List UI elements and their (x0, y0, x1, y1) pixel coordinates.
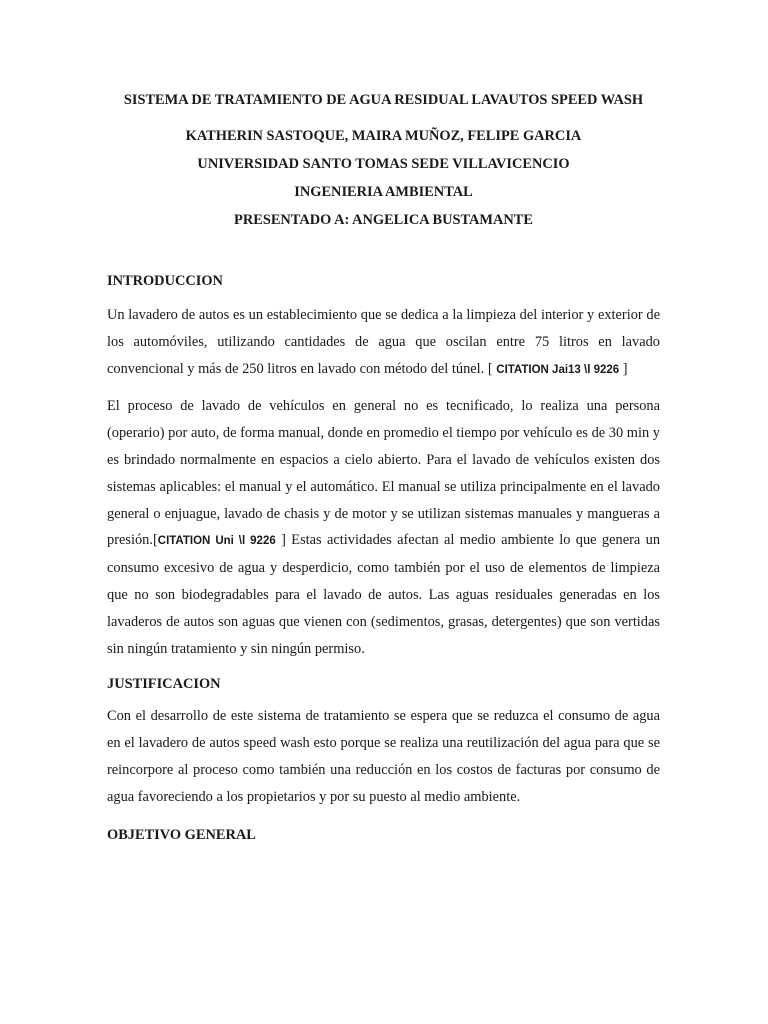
heading-objetivo-general: OBJETIVO GENERAL (107, 826, 256, 843)
citation-close: ] (619, 360, 628, 377)
career-line: INGENIERIA AMBIENTAL (294, 184, 473, 200)
citation-open: [ (484, 360, 497, 377)
citation-close: ] (275, 532, 286, 549)
authors-line: KATHERIN SASTOQUE, MAIRA MUÑOZ, FELIPE GARCIA (185, 128, 582, 144)
paragraph-text: Un lavadero de autos es un establecimiento que se dedica a la limpieza del interior y exterior de los automóviles, utilizando cantidades de agua que oscilan entre 75 litros en lavado convencional y más de 250 litros en lavado con método del túnel. (107, 307, 660, 377)
university-line: UNIVERSIDAD SANTO TOMAS SEDE VILLAVICENCIO (197, 156, 570, 172)
heading-justificacion: JUSTIFICACION (107, 676, 221, 693)
title-block (107, 92, 660, 229)
presented-to-line: PRESENTADO A: ANGELICA BUSTAMANTE (234, 212, 533, 228)
paragraph-proceso (107, 393, 660, 662)
paragraph-text: Estas actividades afectan al medio ambiente lo que genera un consumo excesivo de agua y desperdicio, como también por el uso de elementos de limpieza que no son biodegradables para el lavado de autos. Las aguas residuales generadas en los lavaderos de autos son aguas que vienen con (sedimentos, grasas, detergentes) que son vertidas sin ningún tratamiento y sin ningún permiso. (107, 532, 661, 657)
paragraph-text: El proceso de lavado de vehículos en general no es tecnificado, lo realiza una persona (operario) por auto, de forma manual, donde en promedio el tiempo por vehículo es de 30 min y es brindado normalmente en espacios a cielo abierto. Para el lavado de vehículos existen dos sistemas aplicables: el manual y el automático. El manual se utiliza principalmente en el lavado general o enjuague, lavado de chasis y de motor y se utilizan sistemas manuales y mangueras a presión. (107, 398, 660, 549)
citation-open: [ (152, 532, 158, 549)
heading-introduccion: INTRODUCCION (107, 273, 223, 289)
citation-field: CITATION Uni \l 9226 (157, 535, 276, 548)
paragraph-introduccion (107, 302, 660, 383)
document-title: SISTEMA DE TRATAMIENTO DE AGUA RESIDUAL LAVAUTOS SPEED WASH (123, 92, 644, 108)
citation-field: CITATION Jai13 \l 9226 (496, 363, 620, 376)
paragraph-justificacion: Con el desarrollo de este sistema de tratamiento se espera que se reduzca el consumo de agua en el lavadero de autos speed wash esto porque se realiza una reutilización del agua para que se reincorpore al proceso como también una reducción en los costos de facturas por consumo de agua favoreciendo a los propietarios y por su puesto al medio ambiente. (107, 708, 660, 805)
